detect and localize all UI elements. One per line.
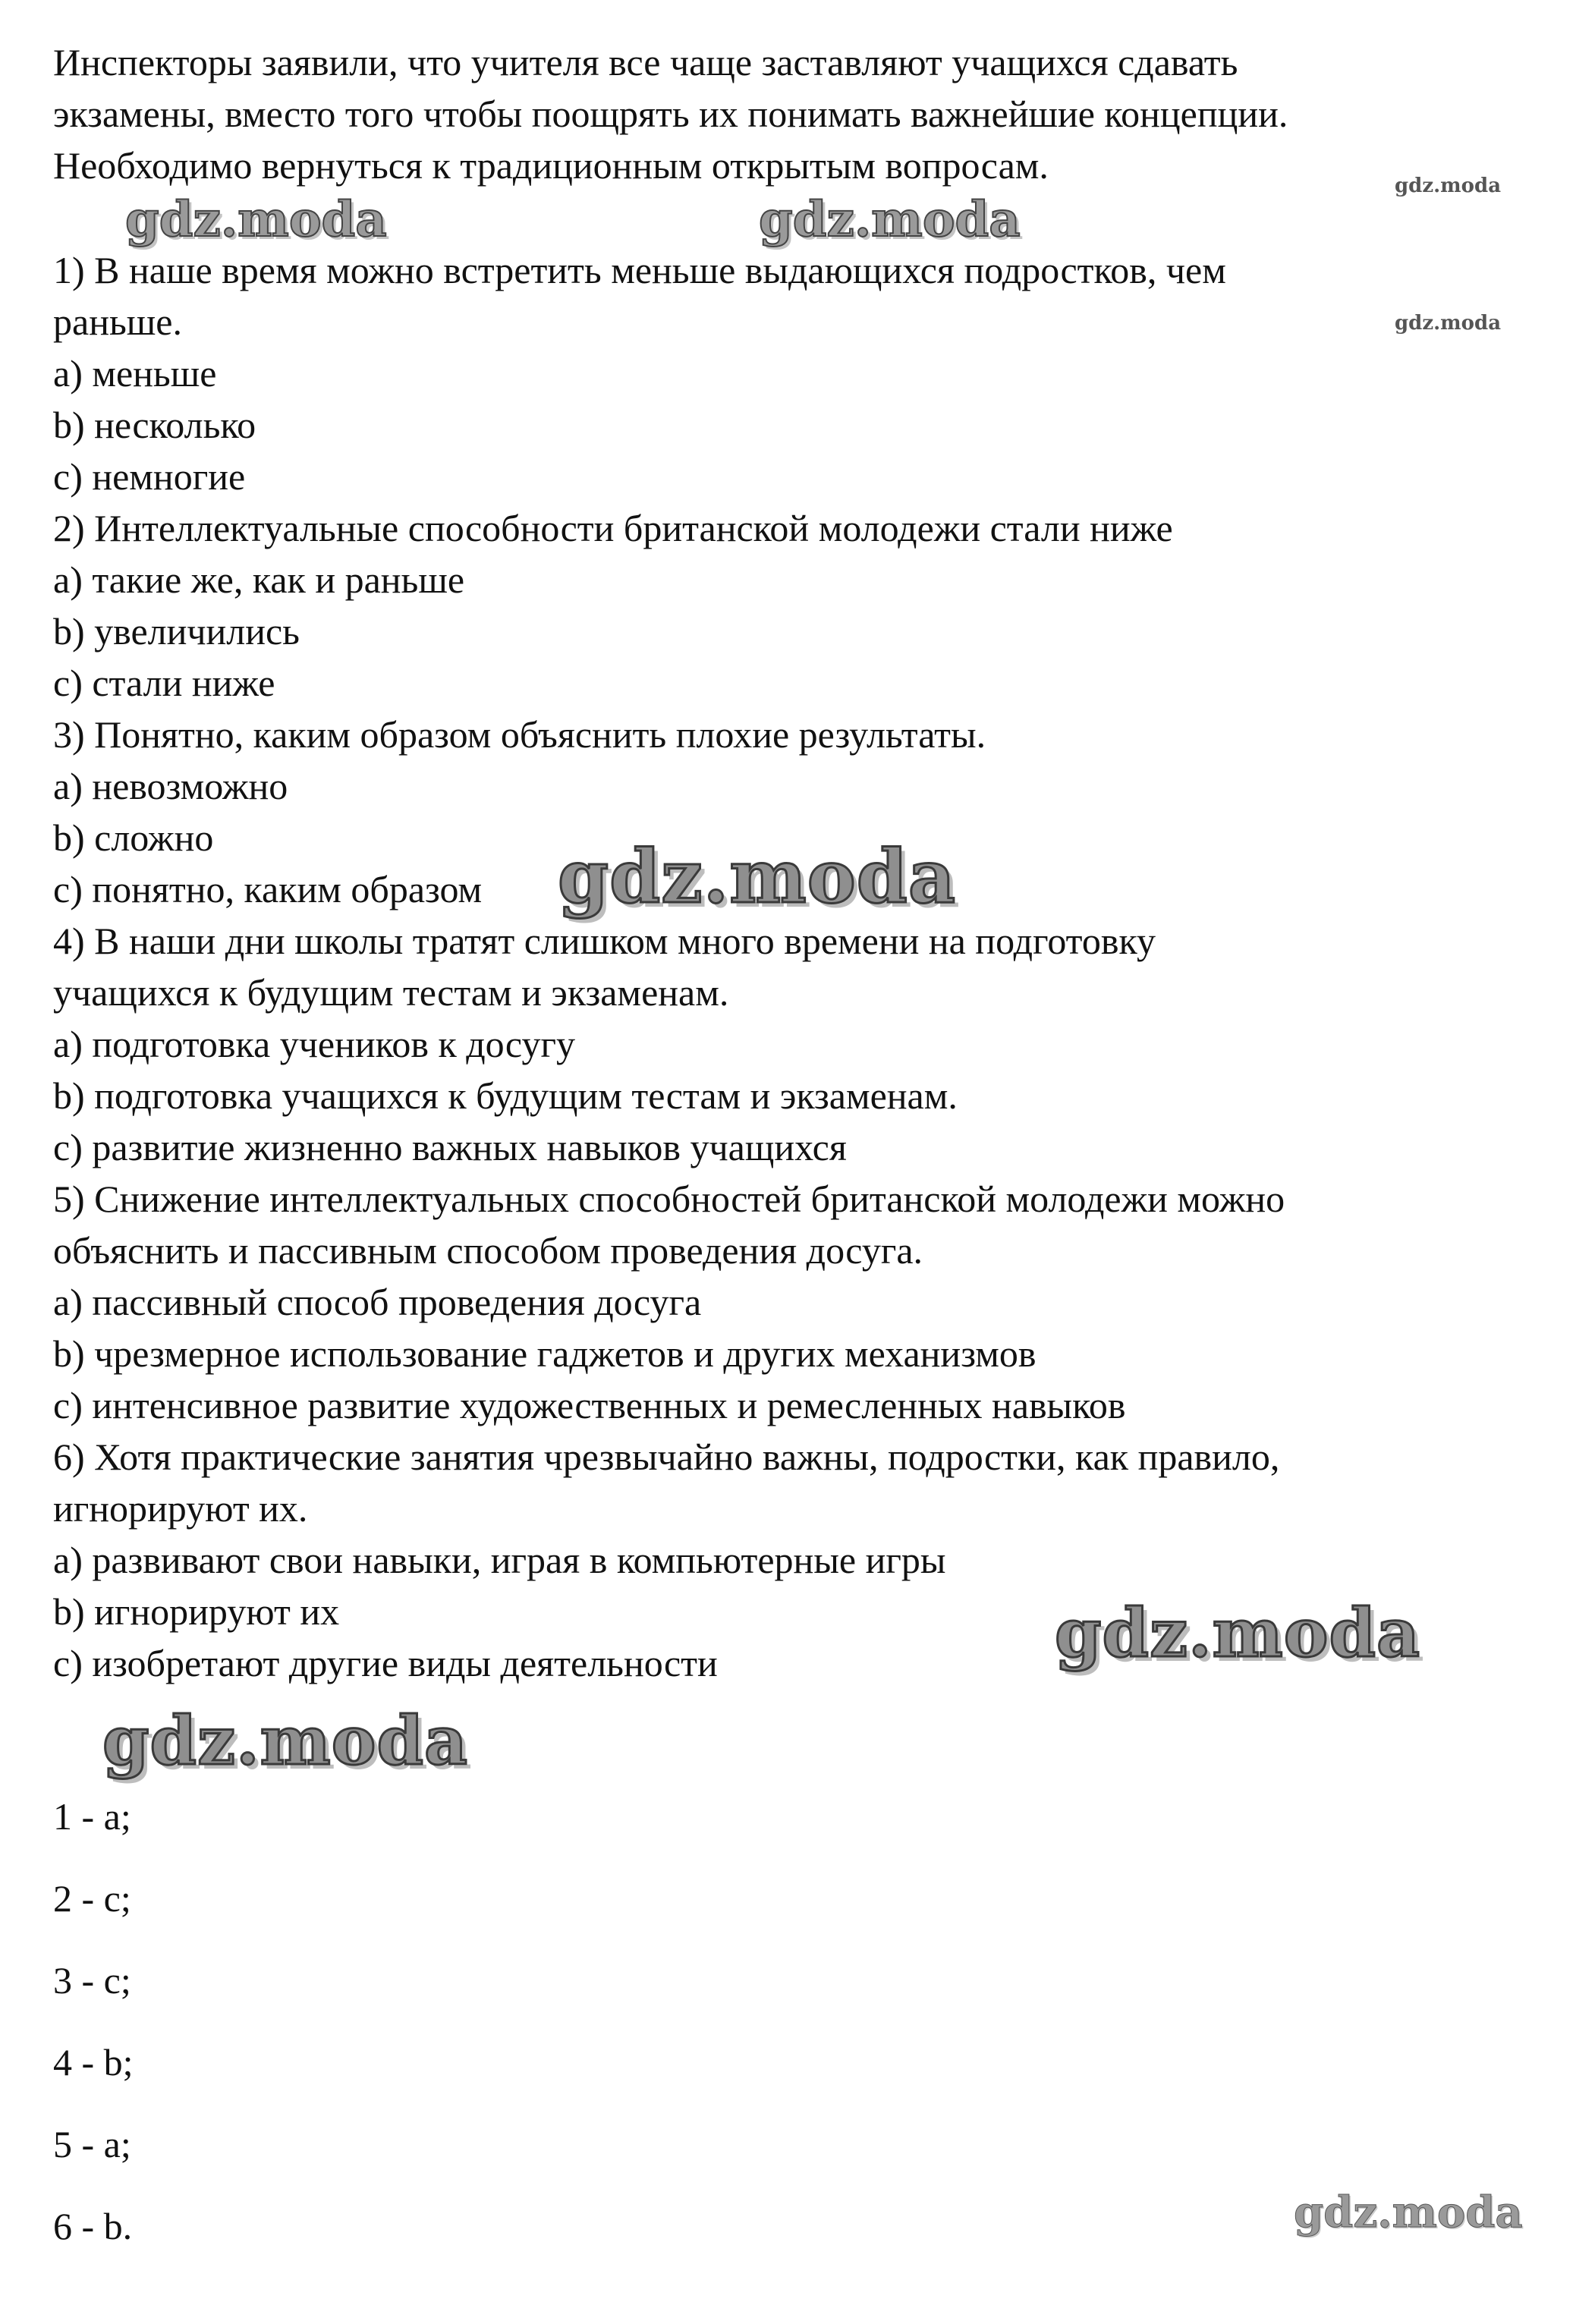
question-2-text: 2) Интеллектуальные способности британской молодежи стали ниже	[53, 507, 1173, 549]
watermark: gdz.moda	[1055, 1593, 1421, 1672]
question-1-option-b: b) несколько	[53, 404, 256, 446]
question-5-text: объяснить и пассивным способом проведения досуга.	[53, 1229, 923, 1272]
question-1-text: 1) В наше время можно встретить меньше выдающихся подростков, чем	[53, 249, 1226, 291]
question-6-option-c: c) изобретают другие виды деятельности	[53, 1642, 718, 1684]
question-2-option-b: b) увеличились	[53, 610, 300, 653]
answer-2: 2 - c;	[53, 1877, 131, 1920]
question-3-text: 3) Понятно, каким образом объяснить плохие результаты.	[53, 713, 986, 756]
question-1-text: раньше.	[53, 300, 182, 343]
question-4-text: 4) В наши дни школы тратят слишком много времени на подготовку	[53, 920, 1156, 962]
intro-line: Инспекторы заявили, что учителя все чаще заставляют учащихся сдавать	[53, 41, 1238, 83]
question-6-text: 6) Хотя практические занятия чрезвычайно важны, подростки, как правило,	[53, 1436, 1280, 1478]
question-4-option-c: c) развитие жизненно важных навыков учащихся	[53, 1126, 847, 1168]
question-6-option-b: b) игнорируют их	[53, 1590, 340, 1633]
question-4-option-a: a) подготовка учеников к досугу	[53, 1023, 575, 1065]
watermark: gdz.moda	[1294, 2187, 1523, 2238]
intro-line: Необходимо вернуться к традиционным открытым вопросам.	[53, 144, 1049, 187]
question-3-option-a: a) невозможно	[53, 765, 288, 807]
watermark: gdz.moda	[102, 1701, 469, 1780]
watermark: gdz.moda	[125, 191, 387, 248]
question-4-option-b: b) подготовка учащихся к будущим тестам и экзаменам.	[53, 1074, 958, 1117]
answer-1: 1 - a;	[53, 1795, 131, 1838]
question-3-option-b: b) сложно	[53, 816, 214, 859]
answer-3: 3 - c;	[53, 1959, 131, 2002]
question-4-text: учащихся к будущим тестам и экзаменам.	[53, 971, 729, 1014]
answer-4: 4 - b;	[53, 2041, 134, 2083]
question-1-option-c: c) немногие	[53, 455, 246, 498]
question-5-option-c: c) интенсивное развитие художественных и ремесленных навыков	[53, 1384, 1126, 1426]
question-5-text: 5) Снижение интеллектуальных способностей британской молодежи можно	[53, 1178, 1285, 1220]
question-6-option-a: a) развивают свои навыки, играя в компьютерные игры	[53, 1539, 946, 1581]
question-1-option-a: a) меньше	[53, 352, 217, 395]
watermark: gdz.moda	[1395, 175, 1502, 197]
watermark: gdz.moda	[759, 191, 1021, 248]
answer-6: 6 - b.	[53, 2205, 133, 2247]
question-5-option-b: b) чрезмерное использование гаджетов и других механизмов	[53, 1332, 1037, 1375]
intro-line: экзамены, вместо того чтобы поощрять их понимать важнейшие концепции.	[53, 93, 1288, 135]
watermark: gdz.moda	[558, 834, 957, 920]
watermark: gdz.moda	[1395, 312, 1502, 335]
question-3-option-c: c) понятно, каким образом	[53, 868, 483, 910]
answer-5: 5 - a;	[53, 2123, 131, 2165]
question-6-text: игнорируют их.	[53, 1487, 308, 1530]
question-2-option-c: c) стали ниже	[53, 662, 275, 704]
question-2-option-a: a) такие же, как и раньше	[53, 558, 465, 601]
question-5-option-a: a) пассивный способ проведения досуга	[53, 1281, 702, 1323]
